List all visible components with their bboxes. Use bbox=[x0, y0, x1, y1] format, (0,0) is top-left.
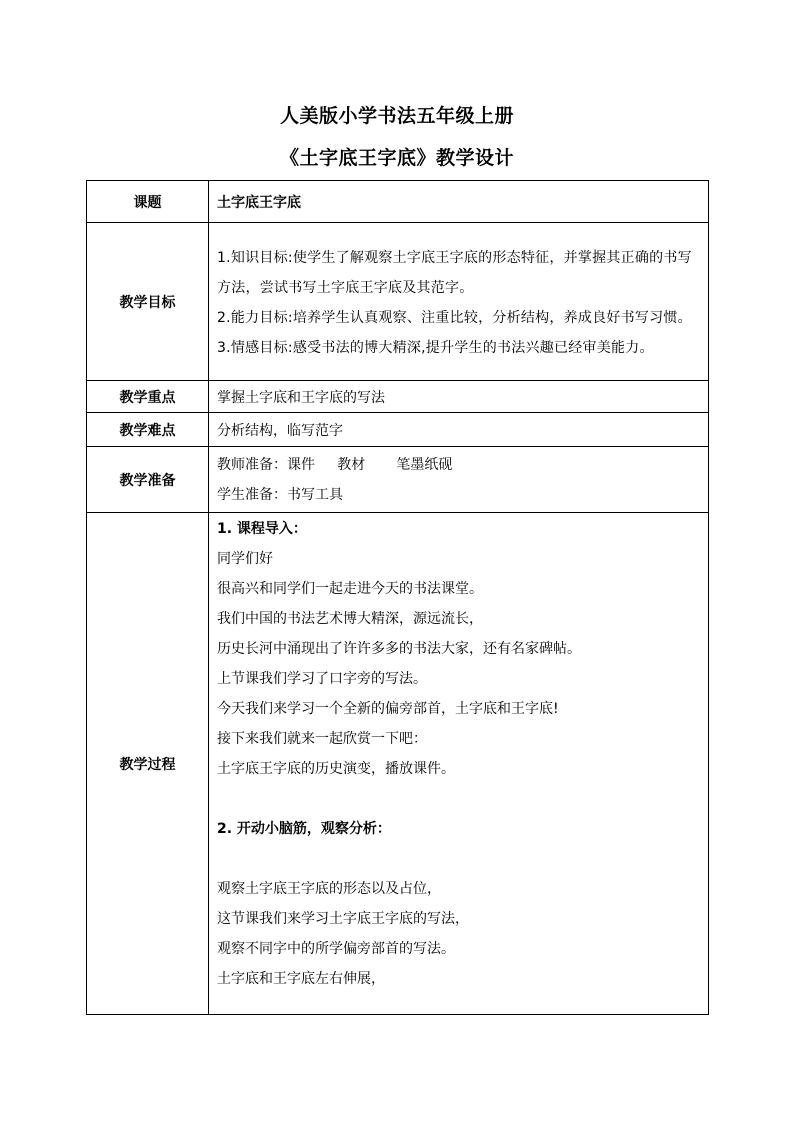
key-points-label: 教学重点 bbox=[87, 381, 209, 413]
process-line: 这节课我们来学习土字底王字底的写法， bbox=[217, 911, 469, 927]
objectives-label: 教学目标 bbox=[87, 223, 209, 381]
process-line: 很高兴和同学们一起走进今天的书法课堂。 bbox=[217, 581, 483, 597]
table-row-objectives bbox=[87, 223, 709, 381]
objective-item: 1.知识目标:使学生了解观察土字底王字底的形态特征，并掌握其正确的书写方法，尝试书写土字底王字底及其范字。 bbox=[217, 249, 692, 296]
process-label: 教学过程 bbox=[87, 513, 209, 1015]
blank-line bbox=[217, 784, 704, 814]
document-title: 人美版小学书法五年级上册 bbox=[279, 105, 514, 127]
table-row-preparation bbox=[87, 447, 709, 513]
difficulties-label: 教学难点 bbox=[87, 413, 209, 447]
teacher-preparation: 教师准备：课件 教材 笔墨纸砚 bbox=[217, 456, 453, 473]
table-row-topic bbox=[87, 181, 709, 223]
process-content bbox=[209, 513, 709, 1015]
difficulties-value: 分析结构，临写范字 bbox=[209, 413, 709, 447]
process-line: 土字底和王字底左右伸展， bbox=[217, 971, 385, 987]
preparation-content bbox=[209, 447, 709, 513]
topic-value: 土字底王字底 bbox=[209, 181, 709, 223]
process-line: 土字底王字底的历史演变，播放课件。 bbox=[217, 761, 455, 777]
process-line: 历史长河中涌现出了许许多多的书法大家，还有名家碑帖。 bbox=[217, 641, 581, 657]
process-line: 今天我们来学习一个全新的偏旁部首，土字底和王字底! bbox=[217, 701, 559, 717]
table-row-process bbox=[87, 513, 709, 1015]
objectives-content bbox=[209, 223, 709, 381]
blank-line bbox=[217, 844, 704, 874]
table-row-key-points bbox=[87, 381, 709, 413]
process-line: 观察土字底王字底的形态以及占位， bbox=[217, 881, 441, 897]
process-line: 观察不同字中的所学偏旁部首的写法。 bbox=[217, 941, 455, 957]
document-subtitle: 《土字底王字底》教学设计 bbox=[279, 147, 514, 169]
student-preparation: 学生准备：书写工具 bbox=[217, 486, 343, 503]
process-line: 我们中国的书法艺术博大精深，源远流长， bbox=[217, 611, 483, 627]
objective-item: 2.能力目标:培养学生认真观察、注重比较，分析结构，养成良好书写习惯。 bbox=[217, 309, 692, 326]
topic-label: 课题 bbox=[87, 181, 209, 223]
key-points-value: 掌握土字底和王字底的写法 bbox=[209, 381, 709, 413]
section-heading: 1. 课程导入： bbox=[217, 521, 307, 537]
process-line: 接下来我们就来一起欣赏一下吧： bbox=[217, 731, 427, 747]
table-row-difficulties bbox=[87, 413, 709, 447]
section-heading: 2. 开动小脑筋，观察分析： bbox=[217, 821, 391, 837]
process-line: 上节课我们学习了口字旁的写法。 bbox=[217, 671, 427, 687]
process-line: 同学们好 bbox=[217, 551, 273, 567]
lesson-plan-table bbox=[86, 180, 709, 1015]
objective-item: 3.情感目标:感受书法的博大精深,提升学生的书法兴趣已经审美能力。 bbox=[217, 339, 654, 356]
preparation-label: 教学准备 bbox=[87, 447, 209, 513]
